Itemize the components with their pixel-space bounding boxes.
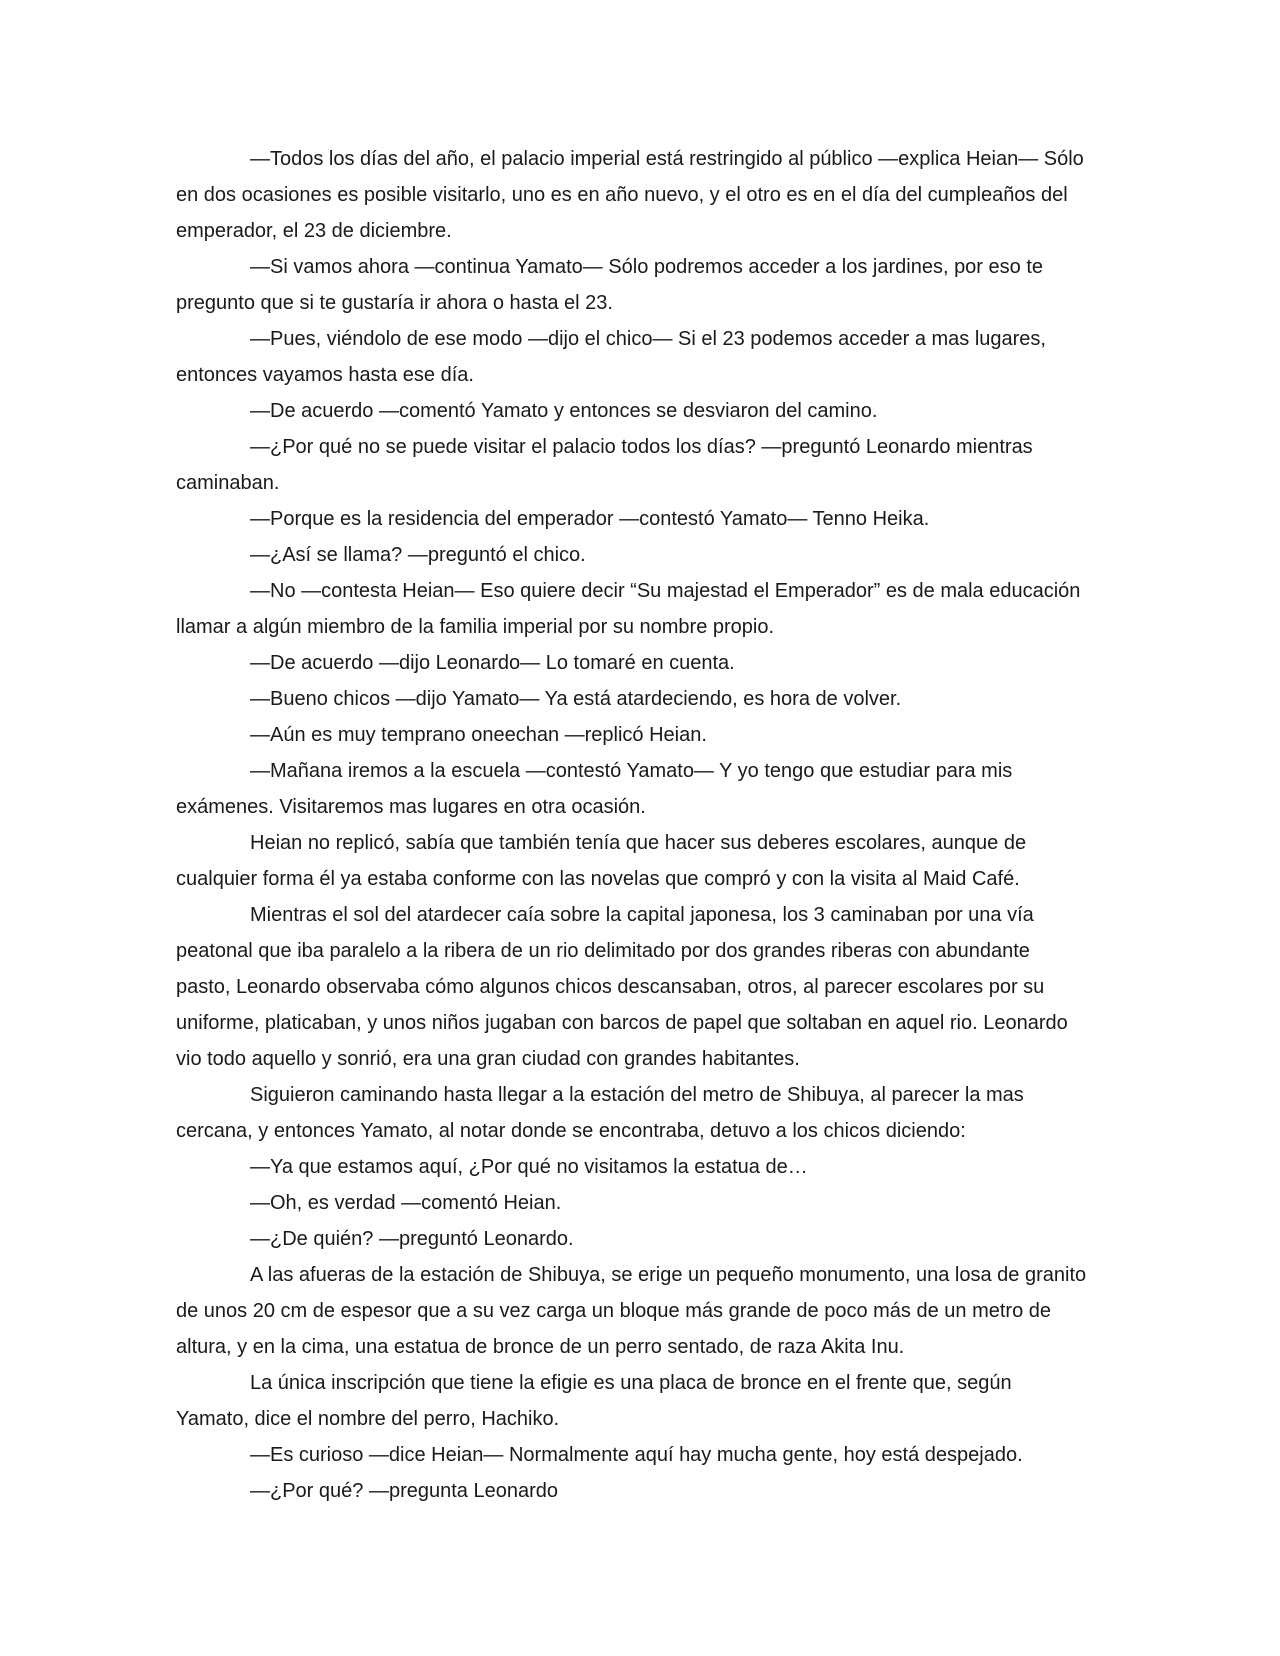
paragraph: Mientras el sol del atardecer caía sobre la capital japonesa, los 3 caminaban por una vía peatonal que iba paralelo a la ribera de un rio delimitado por dos grandes riberas con abundante pasto, Leonardo observaba cómo algunos chicos descansaban, otros, al parecer escolares por su uniforme, platicaban, y unos niños jugaban con barcos de papel que soltaban en aquel rio. Leonardo vio todo aquello y sonrió, era una gran ciudad con grandes habitantes. [176,904,1068,1070]
paragraph: —¿De quién? —preguntó Leonardo. [250,1228,574,1250]
paragraph: —Todos los días del año, el palacio imperial está restringido al público —explica Heian— Sólo en dos ocasiones es posible visitarlo, uno es en año nuevo, y el otro es en el día del cumpleaños del emperador, el 23 de diciembre. [176,148,1084,242]
paragraph: —De acuerdo —dijo Leonardo— Lo tomaré en cuenta. [250,652,735,674]
paragraph: —Pues, viéndolo de ese modo —dijo el chico— Si el 23 podemos acceder a mas lugares, entonces vayamos hasta ese día. [176,328,1046,386]
paragraph: —Oh, es verdad —comentó Heian. [250,1192,562,1214]
paragraph: —Aún es muy temprano oneechan —replicó Heian. [250,724,707,746]
paragraph: —Si vamos ahora —continua Yamato— Sólo podremos acceder a los jardines, por eso te pregunto que si te gustaría ir ahora o hasta el 23. [176,256,1044,314]
paragraph: —De acuerdo —comentó Yamato y entonces se desviaron del camino. [250,400,878,422]
paragraph: —Porque es la residencia del emperador —contestó Yamato— Tenno Heika. [250,508,930,530]
paragraph: —Es curioso —dice Heian— Normalmente aquí hay mucha gente, hoy está despejado. [250,1444,1023,1466]
paragraph: —Mañana iremos a la escuela —contestó Yamato— Y yo tengo que estudiar para mis exámenes. Visitaremos mas lugares en otra ocasión. [176,760,1013,818]
document-body [176,141,1088,1509]
paragraph: —¿Por qué? —pregunta Leonardo [250,1480,558,1502]
paragraph: —No —contesta Heian— Eso quiere decir “Su majestad el Emperador” es de mala educación llamar a algún miembro de la familia imperial por su nombre propio. [176,580,1081,638]
paragraph: La única inscripción que tiene la efigie es una placa de bronce en el frente que, según Yamato, dice el nombre del perro, Hachiko. [176,1372,1012,1430]
paragraph: Siguieron caminando hasta llegar a la estación del metro de Shibuya, al parecer la mas cercana, y entonces Yamato, al notar donde se encontraba, detuvo a los chicos diciendo: [176,1084,1024,1142]
paragraph: —Bueno chicos —dijo Yamato— Ya está atardeciendo, es hora de volver. [250,688,902,710]
paragraph: A las afueras de la estación de Shibuya, se erige un pequeño monumento, una losa de granito de unos 20 cm de espesor que a su vez carga un bloque más grande de poco más de un metro de altura, y en la cima, una estatua de bronce de un perro sentado, de raza Akita Inu. [176,1264,1087,1358]
paragraph: —¿Por qué no se puede visitar el palacio todos los días? —preguntó Leonardo mientras caminaban. [176,436,1033,494]
paragraph: Heian no replicó, sabía que también tenía que hacer sus deberes escolares, aunque de cualquier forma él ya estaba conforme con las novelas que compró y con la visita al Maid Café. [176,832,1027,890]
paragraph: —Ya que estamos aquí, ¿Por qué no visitamos la estatua de… [250,1156,808,1178]
paragraph: —¿Así se llama? —preguntó el chico. [250,544,586,566]
